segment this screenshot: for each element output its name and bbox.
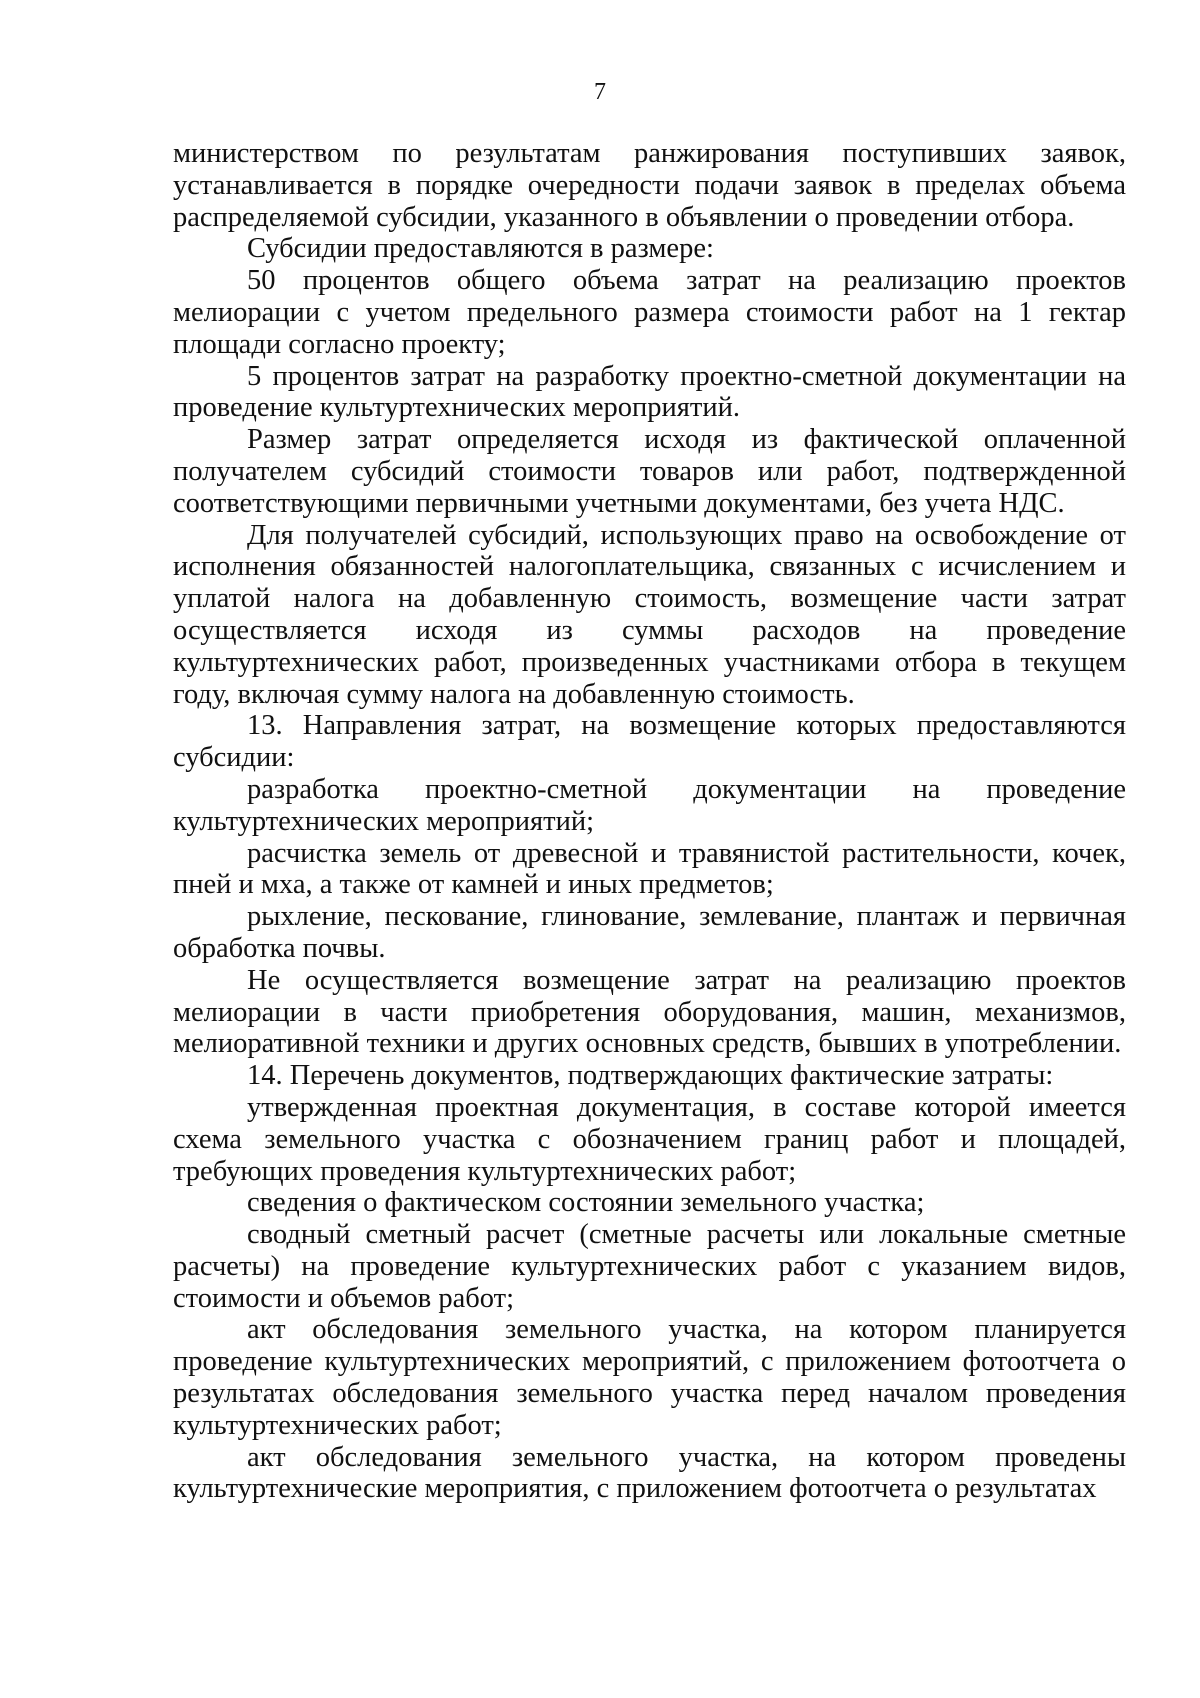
document-body bbox=[173, 138, 1126, 1505]
list-item: утвержденная проектная документация, в составе которой имеется схема земельного участка с обозначением границ работ и площадей, требующих проведения культуртехнических работ; bbox=[173, 1091, 1126, 1187]
paragraph: Для получателей субсидий, использующих право на освобождение от исполнения обязанностей налогоплательщика, связанных с исчислением и уплатой налога на добавленную стоимость, возмещение части затрат осуществляется исходя из суммы расходов на проведение культуртехнических работ, произведенных участниками отбора в текущем году, включая сумму налога на добавленную стоимость. bbox=[173, 519, 1126, 710]
paragraph: Субсидии предоставляются в размере: bbox=[247, 233, 714, 265]
section-heading-14: 14. Перечень документов, подтверждающих фактические затраты: bbox=[247, 1060, 1054, 1092]
list-item: сводный сметный расчет (сметные расчеты или локальные сметные расчеты) на проведение культуртехнических работ с указанием видов, стоимости и объемов работ; bbox=[173, 1219, 1126, 1314]
list-item: сведения о фактическом состоянии земельного участка; bbox=[247, 1187, 925, 1219]
list-item: расчистка земель от древесной и травянистой растительности, кочек, пней и мха, а также от камней и иных предметов; bbox=[173, 837, 1126, 901]
list-item: рыхление, пескование, глинование, землевание, плантаж и первичная обработка почвы. bbox=[173, 901, 1126, 964]
list-item: акт обследования земельного участка, на котором проведены культуртехнические мероприятия, с приложением фотоотчета о результатах bbox=[173, 1441, 1126, 1505]
list-item: акт обследования земельного участка, на котором планируется проведение культуртехнических мероприятий, с приложением фотоотчета о результатах обследования земельного участка перед началом проведения культуртехнических работ; bbox=[173, 1314, 1126, 1441]
paragraph: министерством по результатам ранжирования поступивших заявок, устанавливается в порядке очередности подачи заявок в пределах объема распределяемой субсидии, указанного в объявлении о проведении отбора. bbox=[173, 138, 1126, 233]
page-number: 7 bbox=[594, 79, 606, 105]
list-item: разработка проектно-сметной документации на проведение культуртехнических мероприятий; bbox=[173, 773, 1126, 837]
paragraph: Не осуществляется возмещение затрат на реализацию проектов мелиорации в части приобретения оборудования, машин, механизмов, мелиоративной техники и других основных средств, бывших в употреблении. bbox=[173, 964, 1126, 1060]
paragraph: Размер затрат определяется исходя из фактической оплаченной получателем субсидий стоимости товаров или работ, подтвержденной соответствующими первичными учетными документами, без учета НДС. bbox=[173, 424, 1126, 519]
section-heading-13: 13. Направления затрат, на возмещение которых предоставляются субсидии: bbox=[173, 710, 1126, 774]
paragraph: 5 процентов затрат на разработку проектно-сметной документации на проведение культуртехнических мероприятий. bbox=[173, 360, 1126, 424]
paragraph: 50 процентов общего объема затрат на реализацию проектов мелиорации с учетом предельного размера стоимости работ на 1 гектар площади согласно проекту; bbox=[173, 265, 1126, 360]
